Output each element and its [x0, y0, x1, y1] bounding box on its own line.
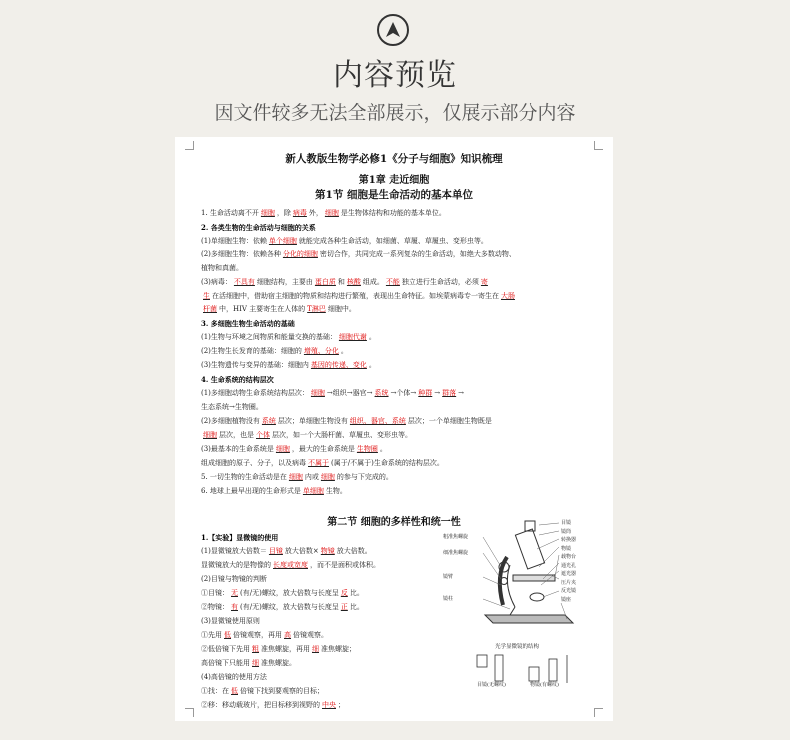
text-span: 中，HIV 主要寄生在人体的 — [219, 305, 306, 313]
text-line — [201, 533, 278, 542]
text-span: 4. 生命系统的结构层次 — [201, 375, 274, 384]
text-span: 独立进行生命活动，必须 — [401, 278, 479, 286]
fill-in-answer: 细胞代谢 — [338, 333, 367, 341]
text-span: 是生物体结构和功能的基本单位。 — [340, 209, 446, 217]
text-span: 。 — [340, 347, 348, 355]
diagram-label: 遮光器 — [561, 571, 577, 577]
diagram-label: 镜筒 — [561, 528, 572, 535]
text-span: 准焦螺旋。 — [261, 659, 296, 667]
fill-in-answer: 不属于 — [308, 459, 329, 467]
fill-in-answer: 生物圈 — [356, 445, 378, 453]
text-line — [201, 473, 393, 482]
preview-title: 内容预览 — [333, 58, 457, 93]
diagram-label: 物镜 — [561, 545, 572, 552]
text-span: (3)最基本的生命系统是 — [201, 445, 274, 453]
text-line — [201, 305, 356, 314]
fill-in-answer: 粗 — [252, 645, 259, 653]
text-span: 的参与下完成的。 — [336, 473, 393, 481]
text-line — [201, 575, 267, 584]
fill-in-answer: 细胞 — [275, 445, 290, 453]
fill-in-answer: 组织、器官、系统 — [349, 417, 406, 425]
text-span: (1)单细胞生物：依赖 — [201, 237, 267, 245]
text-span: (3)生物遗传与变异的基础：细胞内 — [201, 361, 309, 369]
text-line — [201, 333, 376, 342]
text-span: (1)显微镜放大倍数＝ — [201, 547, 267, 555]
text-span: 5. 一切生物的生命活动是在 — [201, 473, 287, 481]
text-line — [201, 701, 345, 710]
fill-in-answer: 杆菌 — [203, 305, 217, 313]
fill-in-answer: 低 — [231, 687, 238, 695]
crop-mark — [185, 141, 194, 150]
up-arrow-circle-icon — [377, 14, 409, 46]
text-span: (属于/不属于)生命系统的结构层次。 — [331, 459, 444, 467]
fill-in-answer: 细胞 — [310, 389, 325, 397]
diagram-label: 粗准焦螺旋 — [443, 534, 469, 540]
section-heading-2: 第二节 细胞的多样性和统一性 — [327, 517, 461, 528]
text-line — [201, 250, 516, 259]
fill-in-answer: 细胞 — [324, 209, 339, 217]
text-line — [201, 278, 490, 287]
text-line — [201, 673, 267, 682]
objective-label: 物镜(有螺纹) — [530, 682, 559, 688]
text-span: 在活细胞中，借助宿主细胞的物质和结构进行繁殖，表现出生命特征。如埃蒙病毒专一寄生在 — [212, 292, 499, 300]
text-span: 层次，也是 — [219, 431, 254, 439]
text-line — [201, 659, 296, 668]
text-span: 生物。 — [325, 487, 347, 495]
text-line — [201, 603, 364, 612]
microscope-illustration — [455, 515, 605, 640]
fill-in-answer: 病毒 — [292, 209, 307, 217]
fill-in-answer: 单个细胞 — [268, 237, 297, 245]
text-span: 细胞结构，主要由 — [256, 278, 313, 286]
text-span: 准焦螺旋； — [321, 645, 356, 653]
fill-in-answer: 群落 — [442, 389, 457, 397]
text-line — [201, 431, 412, 440]
text-line — [201, 292, 517, 301]
text-line — [201, 589, 364, 598]
fill-in-answer: 核酸 — [346, 278, 361, 286]
text-span: ②物镜： — [201, 603, 229, 611]
text-span: ②移：移动载玻片，把目标移到视野的 — [201, 701, 320, 709]
text-span: 层次；单细胞生物没有 — [277, 417, 348, 425]
text-span: ①先用 — [201, 631, 222, 639]
text-line — [201, 223, 316, 232]
text-span: →组织→器官→ — [326, 389, 373, 397]
text-span: ②低倍镜下先用 — [201, 645, 250, 653]
fill-in-answer: 生 — [203, 292, 210, 300]
text-line — [201, 631, 328, 640]
text-span: 外， — [308, 209, 323, 217]
fill-in-answer: 细胞 — [320, 473, 335, 481]
fill-in-answer: 物镜 — [320, 547, 335, 555]
text-span: 就能完成各种生命活动，如细菌、草履、草履虫、变形虫等。 — [298, 237, 488, 245]
diagram-label: 转换器 — [561, 537, 577, 543]
text-line — [201, 417, 492, 426]
fill-in-answer: 单细胞 — [302, 487, 324, 495]
text-span: 高倍镜下只能用 — [201, 659, 250, 667]
crop-mark — [594, 141, 603, 150]
text-line — [201, 264, 243, 273]
text-span: 2. 各类生物的生命活动与细胞的关系 — [201, 223, 316, 232]
text-span: 显微镜放大的是物像的 — [201, 561, 271, 569]
diagram-label: 镜座 — [561, 596, 572, 603]
fill-in-answer: 细 — [252, 659, 259, 667]
text-line — [201, 561, 380, 570]
text-line — [201, 319, 295, 328]
text-span: ，而不是面积或体积。 — [310, 561, 380, 569]
text-span: (2)目镜与物镜的判断 — [201, 575, 267, 583]
fill-in-answer: 细 — [312, 645, 319, 653]
text-span: 准焦螺旋，再用 — [261, 645, 310, 653]
diagram-label: 反光镜 — [561, 588, 577, 594]
preview-subtitle: 因文件较多无法全部展示，仅展示部分内容 — [214, 102, 576, 124]
text-span: (1)多细胞动物生命系统结构层次： — [201, 389, 309, 397]
text-span: 。 — [368, 361, 376, 369]
fill-in-answer: 反 — [340, 589, 348, 597]
fill-in-answer: 寄 — [480, 278, 488, 286]
text-span: (有/无)螺纹，放大倍数与长度呈 — [240, 589, 339, 597]
fill-in-answer: 低 — [224, 631, 231, 639]
fill-in-answer: 不能 — [385, 278, 400, 286]
text-span: (1)生物与环境之间物质和能量交换的基础： — [201, 333, 337, 341]
text-span: 6. 地球上最早出现的生命形式是 — [201, 487, 301, 495]
fill-in-answer: 有 — [231, 603, 238, 611]
text-span: 生态系统→生物圈。 — [201, 403, 263, 411]
text-span: 细胞中。 — [327, 305, 356, 313]
chapter-heading: 第1章 走近细胞 — [358, 175, 430, 186]
text-line — [201, 361, 376, 370]
text-span: (3)病毒： — [201, 278, 232, 286]
diagram-label: 目镜 — [561, 520, 572, 526]
fill-in-answer: 细胞 — [288, 473, 303, 481]
text-span: 和 — [337, 278, 345, 286]
text-span: (3)显微镜使用原则 — [201, 617, 260, 625]
text-line — [201, 487, 347, 496]
eyepiece-label: 目镜(无螺纹) — [477, 682, 506, 688]
fill-in-answer: 增殖、分化 — [303, 347, 339, 355]
text-line — [201, 459, 444, 468]
text-span: (2)生物生长发育的基础：细胞的 — [201, 347, 302, 355]
fill-in-answer: 基因的传递、变化 — [310, 361, 367, 369]
text-line — [201, 645, 356, 654]
text-span: → — [434, 389, 441, 397]
text-span: 。 — [379, 445, 387, 453]
fill-in-answer: 蛋白质 — [314, 278, 336, 286]
fill-in-answer: 细胞 — [260, 209, 275, 217]
text-span: 1.【实验】显微镜的使用 — [201, 533, 279, 542]
text-span: →个体→ — [390, 389, 417, 397]
text-span: 3. 多细胞生物生命活动的基础 — [201, 319, 295, 328]
text-span: (有/无)螺纹，放大倍数与长度呈 — [240, 603, 339, 611]
text-span: 倍镜下找到要观察的目标； — [240, 687, 324, 695]
text-span: ； — [338, 701, 345, 709]
fill-in-answer: 正 — [340, 603, 348, 611]
text-span: 层次；一个单细胞生物既是 — [407, 417, 492, 425]
document-page — [175, 137, 613, 721]
document-title: 新人教版生物学必修1《分子与细胞》知识梳理 — [285, 153, 503, 165]
section-heading: 第1节 细胞是生命活动的基本单位 — [315, 189, 473, 201]
text-span: ①找：在 — [201, 687, 229, 695]
text-span: 放大倍数。 — [336, 547, 372, 555]
text-span: 放大倍数× — [284, 547, 319, 555]
fill-in-answer: 种群 — [418, 389, 433, 397]
text-span: 组成细胞的原子、分子，以及病毒 — [201, 459, 306, 467]
diagram-label: 细准焦螺旋 — [443, 550, 469, 556]
text-span: ①目镜： — [201, 589, 229, 597]
fill-in-answer: 分化的细胞 — [282, 250, 318, 258]
text-span: 植物和真菌。 — [201, 264, 243, 272]
text-span: 密切合作，共同完成一系列复杂的生命活动，如绝大多数动物、 — [319, 250, 516, 258]
text-span: 比。 — [349, 603, 364, 611]
text-span: (4)高倍镜的使用方法 — [201, 673, 267, 681]
text-span: 组成。 — [362, 278, 384, 286]
fill-in-answer: 个体 — [256, 431, 270, 439]
text-span: 。 — [368, 333, 376, 341]
text-line — [201, 347, 348, 356]
diagram-label: 压片夹 — [561, 579, 577, 586]
fill-in-answer: 不具有 — [233, 278, 255, 286]
diagram-label: 镜柱 — [443, 596, 454, 602]
text-line — [201, 445, 387, 454]
text-line — [201, 687, 324, 696]
text-span: ，除 — [276, 209, 291, 217]
diagram-caption: 光学显微镜的结构 — [495, 644, 540, 650]
crop-mark — [185, 708, 194, 717]
text-span: 倍镜观察，再用 — [233, 631, 282, 639]
text-span: 内或 — [304, 473, 319, 481]
crop-mark — [594, 708, 603, 717]
diagram-label: 载物台 — [561, 554, 577, 560]
text-span: 比。 — [349, 589, 364, 597]
text-line — [201, 237, 488, 246]
fill-in-answer: 系统 — [374, 389, 389, 397]
text-line — [201, 617, 260, 626]
text-span: ，最大的生命系统是 — [291, 445, 355, 453]
text-line — [201, 547, 372, 556]
text-span: → — [458, 389, 465, 397]
text-line — [201, 403, 263, 412]
text-line — [201, 209, 446, 218]
fill-in-answer: 无 — [231, 589, 238, 597]
fill-in-answer: 大肠 — [501, 292, 515, 300]
fill-in-answer: 细胞 — [203, 431, 217, 439]
fill-in-answer: 目镜 — [268, 547, 283, 555]
text-line — [201, 389, 464, 398]
text-line — [201, 375, 274, 384]
fill-in-answer: 中央 — [322, 701, 336, 709]
text-span: (2)多细胞生物：依赖各种 — [201, 250, 281, 258]
text-span: 倍镜观察。 — [293, 631, 328, 639]
fill-in-answer: 长度或宽度 — [273, 561, 308, 569]
diagram-label: 通光孔 — [561, 562, 577, 569]
fill-in-answer: 高 — [284, 631, 291, 639]
fill-in-answer: 系统 — [261, 417, 276, 425]
fill-in-answer: T淋巴 — [307, 305, 326, 313]
diagram-label: 镜臂 — [443, 574, 454, 580]
text-span: (2)多细胞植物没有 — [201, 417, 260, 425]
text-span: 层次，如一个大肠杆菌、草履虫、变形虫等。 — [272, 431, 412, 439]
text-span: 1. 生命活动离不开 — [201, 209, 259, 217]
